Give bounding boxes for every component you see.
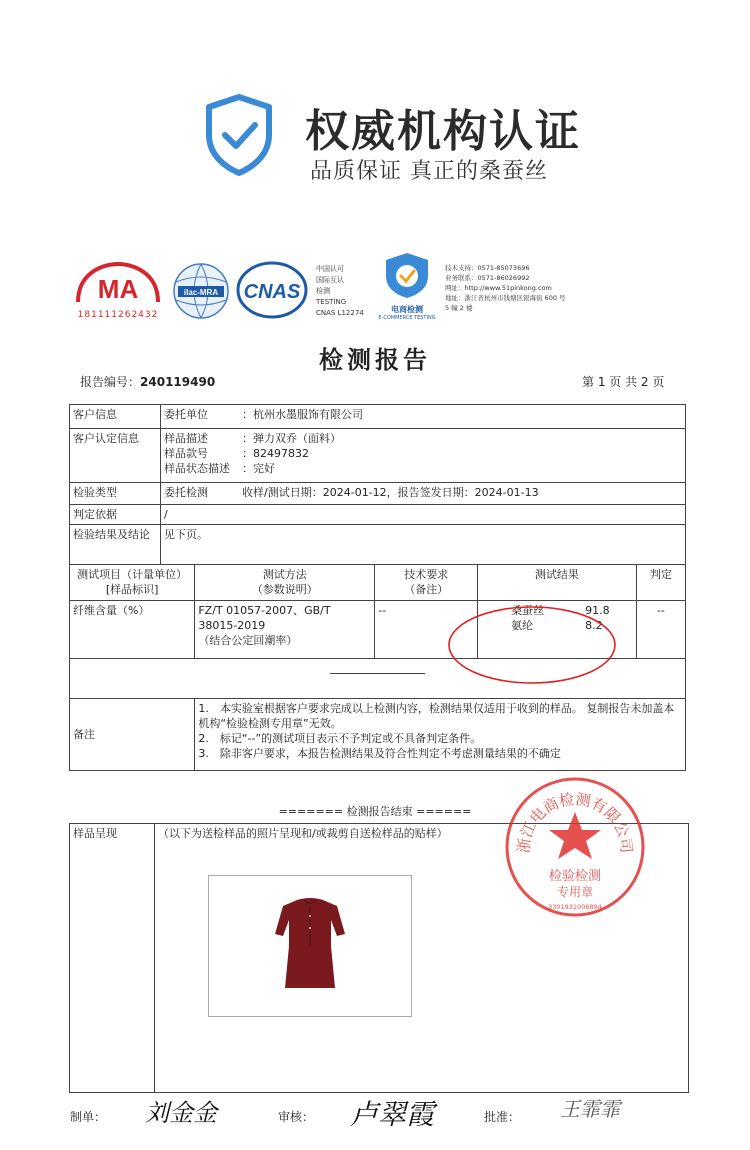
result-highlight-ellipse (446, 604, 618, 686)
note-item: 3. 除非客户要求，本报告检测结果及符合性判定不考虑测量结果的不确定 (198, 747, 561, 760)
col-req-header: 技术要求 （备注） (375, 565, 478, 601)
page-info: 第 1 页 共 2 页 (582, 375, 665, 389)
sample-section-label: 样品呈现 (70, 824, 155, 1093)
cma-logo (74, 262, 162, 318)
stamp-arc-text: 浙江电商检测有限公司 (514, 790, 636, 854)
row-judge: -- (636, 601, 685, 659)
row-requirement: -- (375, 601, 478, 659)
approver-label: 批准： (484, 1110, 521, 1124)
sample-no-value: 82497832 (253, 447, 310, 460)
notes-label: 备注 (70, 699, 195, 771)
notes-cell (195, 699, 686, 771)
report-number: 报告编号：240119490 (80, 375, 216, 389)
cma-number: 181111262432 (77, 310, 159, 320)
sample-section-note: （以下为送检样品的照片呈现和/或裁剪自送检样品的贴样） (158, 827, 448, 840)
notes-row (70, 699, 686, 771)
client-info-label: 客户信息 (70, 405, 161, 429)
sample-state-value: 完好 (253, 462, 276, 475)
row-results: 桑蚕丝 91.8 氨纶 8.2 (478, 601, 637, 659)
cma-text: MA (97, 274, 139, 304)
col-result-header: 测试结果 (478, 565, 637, 601)
identified-label: 客户认定信息 (70, 429, 161, 483)
ilac-globe-icon (172, 262, 230, 320)
basis-row (70, 505, 686, 525)
page-title: 权威机构认证 (305, 106, 581, 157)
page-subtitle: 品质保证 真正的桑蚕丝 (310, 159, 548, 184)
cnas-logo (236, 261, 308, 319)
ilac-text: ilac-MRA (183, 288, 219, 297)
identified-cell: 样品描述 ：弹力双乔（面料） 样品款号 ：82497832 样品状态描述 ：完好 (161, 429, 686, 483)
sample-photo (208, 875, 412, 1017)
cnas-text: CNAS (243, 281, 301, 303)
stamp-line2: 专用章 (556, 885, 594, 899)
stamp-number: 3301931006894 (548, 903, 602, 911)
stamp-star-icon (549, 812, 601, 859)
inspection-type-label: 检验类型 (70, 483, 161, 505)
cma-mark-icon (74, 262, 162, 306)
official-stamp (500, 772, 650, 922)
accreditation-text: 中国认可 国际互认 检测 TESTING CNAS L12274 (316, 265, 364, 317)
badge-check-icon (376, 250, 438, 300)
reviewer-signature: 卢翠霞 (350, 1098, 435, 1131)
conclusion-value: 见下页。 (161, 525, 686, 565)
dress-image (209, 876, 411, 1016)
conclusion-label: 检验结果及结论 (70, 525, 161, 565)
sample-desc-value: 弹力双乔（面料） (253, 432, 342, 445)
cnas-mark-icon (236, 261, 308, 319)
dates-value: 收样/测试日期：2024-01-12，报告签发日期：2024-01-13 (242, 486, 539, 499)
maker-signature: 刘金金 (145, 1099, 217, 1127)
results-header-row (70, 565, 686, 601)
reviewer-label: 审核： (278, 1110, 315, 1124)
client-value: 杭州水墨服饰有限公司 (253, 408, 364, 421)
conclusion-row (70, 525, 686, 565)
note-item: 1. 本实验室根据客户要求完成以上检测内容，检测结果仅适用于收到的样品。 复制报告未加盖本机构“检验检测专用章”无效。 (198, 702, 675, 730)
stamp-line1: 检验检测 (548, 869, 602, 884)
report-end-marker: ======= 检测报告结束 ====== (278, 805, 472, 818)
row-method: FZ/T 01057-2007、GB/T 38015-2019 （结合公定回潮率） (195, 601, 375, 659)
report-title: 检测报告 (319, 345, 431, 374)
note-item: 2. 标记“--”的测试项目表示不予判定或不具备判定条件。 (198, 732, 482, 745)
col-method-header: 测试方法 （参数说明） (195, 565, 375, 601)
badge-title: 电商检测 (391, 305, 423, 314)
approver-signature: 王霏霏 (560, 1097, 620, 1121)
inspection-type-value: 委托检测 (164, 486, 209, 499)
inspection-type-row (70, 483, 686, 505)
client-row (70, 405, 686, 429)
ecommerce-testing-badge (376, 250, 438, 320)
identified-row (70, 429, 686, 483)
shield-check-icon (203, 93, 275, 177)
maker-label: 制单： (70, 1110, 107, 1124)
client-cell: 委托单位 ：杭州水墨服饰有限公司 (161, 405, 686, 429)
col-item-header: 测试项目（计量单位） [样品标识] (70, 565, 195, 601)
basis-label: 判定依据 (70, 505, 161, 525)
ilac-logo (172, 262, 230, 320)
badge-subtitle: E-COMMERCE TESTING (378, 315, 436, 321)
basis-value: / (161, 505, 686, 525)
col-judge-header: 判定 (636, 565, 685, 601)
contact-text: 技术支持：0571-85073696 业务联系：0571-86026992 网址：http://www.51pinkong.com 地址：浙江省杭州市钱塘区银海街 600 号 5 幢 2 楼 (445, 264, 566, 312)
row-item: 纤维含量（%） (70, 601, 195, 659)
report-table (69, 404, 686, 771)
